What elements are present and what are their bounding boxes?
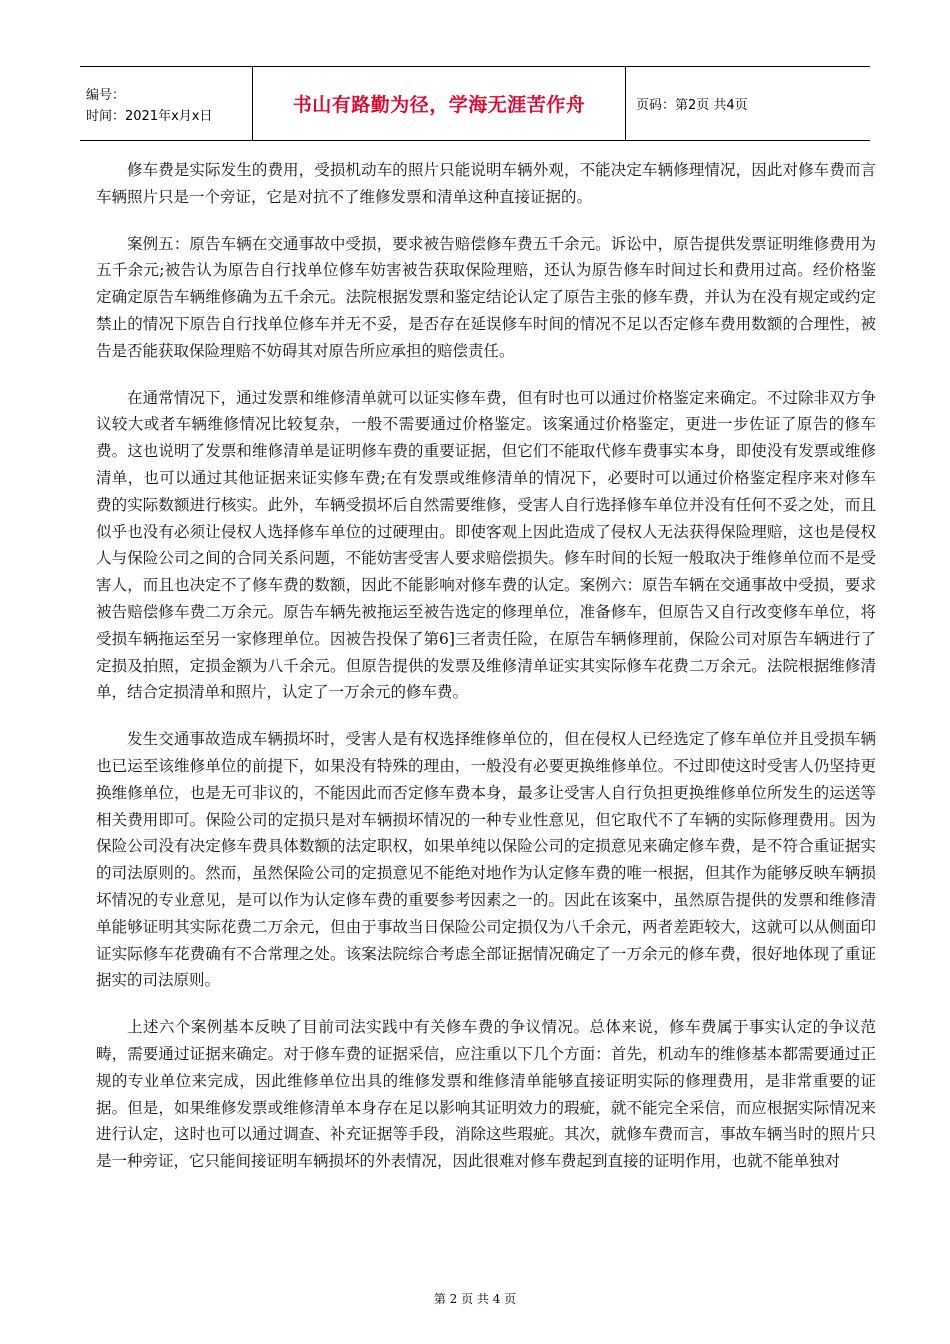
document-date: 时间：2021年x月x日 bbox=[86, 108, 213, 124]
paragraph-2: 案例五：原告车辆在交通事故中受损，要求被告赔偿修车费五千余元。诉讼中，原告提供发票证明维修费用为五千余元;被告认为原告自行找单位修车妨害被告获取保险理赔，还认为原告修车时间过长和费用过高。经价格鉴定确定原告车辆维修确为五千余元。法院根据发票和鉴定结论认定了原告主张的修车费，并认为在没有规定或约定禁止的情况下原告自行找单位修车并无不妥，是否存在延误修车时间的情况不足以否定修车费用数额的合理性，被告是否能获取保险理赔不妨碍其对原告所应承担的赔偿责任。 bbox=[96, 234, 876, 360]
header-meta bbox=[80, 67, 253, 140]
paragraph-1: 修车费是实际发生的费用，受损机动车的照片只能说明车辆外观，不能决定车辆修理情况，因此对修车费而言车辆照片只是一个旁证，它是对抗不了维修发票和清单这种直接证据的。 bbox=[96, 161, 876, 206]
paragraph-4: 发生交通事故造成车辆损坏时，受害人是有权选择维修单位的，但在侵权人已经选定了修车单位并且受损车辆也已运至该维修单位的前提下，如果没有特殊的理由，一般没有必要更换维修单位。不过即使这时受害人仍坚持更换维修单位，也是无可非议的，不能因此而否定修车费本身，最多让受害人自行负担更换维修单位所发生的运送等相关费用即可。保险公司的定损只是对车辆损坏情况的一种专业性意见，但它取代不了车辆的实际修理费用。因为保险公司没有决定修车费具体数额的法定职权，如果单纯以保险公司的定损意见来确定修车费，是不符合重证据实的司法原则的。然而，虽然保险公司的定损意见不能绝对地作为认定修车费的唯一根据，但其作为能够反映车辆损坏情况的专业意见，是可以作为认定修车费的重要参考因素之一的。因此在该案中，虽然原告提供的发票和维修清单能够证明其实际花费二万余元，但由于事故当日保险公司定损仅为八千余元，两者差距较大，这就可以从侧面印证实际修车花费确有不合常理之处。该案法院综合考虑全部证据情况确定了一万余元的修车费，很好地体现了重证据实的司法原则。 bbox=[96, 730, 876, 990]
paragraph-5: 上述六个案例基本反映了目前司法实践中有关修车费的争议情况。总体来说，修车费属于事实认定的争议范畴，需要通过证据来确定。对于修车费的证据采信，应注重以下几个方面：首先，机动车的维修基本都需要通过正规的专业单位来完成，因此维修单位出具的维修发票和维修清单能够直接证明实际的修理费用，是非常重要的证据。但是，如果维修发票或维修清单本身存在足以影响其证明效力的瑕疵，就不能完全采信，而应根据实际情况来进行认定，这时也可以通过调查、补充证据等手段，消除这些瑕疵。其次，就修车费而言，事故车辆当时的照片只是一种旁证，它只能间接证明车辆损坏的外表情况，因此很难对修车费起到直接的证明作用，也就不能单独对 bbox=[96, 1018, 876, 1171]
document-number: 编号： bbox=[86, 87, 126, 103]
document-body bbox=[96, 157, 876, 1195]
page-header bbox=[80, 66, 870, 141]
paragraph-3: 在通常情况下，通过发票和维修清单就可以证实修车费，但有时也可以通过价格鉴定来确定。不过除非双方争议较大或者车辆维修情况比较复杂，一般不需要通过价格鉴定。该案通过价格鉴定，更进一步佐证了原告的修车费。这也说明了发票和维修清单是证明修车费的重要证据，但它们不能取代修车费事实本身，即使没有发票或维修清单，也可以通过其他证据来证实修车费;在有发票或维修清单的情况下，必要时可以通过价格鉴定程序来对修车费的实际数额进行核实。此外，车辆受损坏后自然需要维修，受害人自行选择修车单位并没有任何不妥之处，而且似乎也没有必须让侵权人选择修车单位的过硬理由。即使客观上因此造成了侵权人无法获得保险理赔，这也是侵权人与保险公司之间的合同关系问题，不能妨害受害人要求赔偿损失。修车时间的长短一般取决于维修单位而不是受害人，而且也决定不了修车费的数额，因此不能影响对修车费的认定。案例六：原告车辆在交通事故中受损，要求被告赔偿修车费二万余元。原告车辆先被拖运至被告选定的修理单位，准备修车，但原告又自行改变修车单位，将受损车辆拖运至另一家修理单位。因被告投保了第6]三者责任险，在原告车辆修理前，保险公司对原告车辆进行了定损及拍照，定损金额为八千余元。但原告提供的发票及维修清单证实其实际修车花费二万余元。法院根据维修清单，结合定损清单和照片，认定了一万余元的修车费。 bbox=[96, 388, 876, 702]
header-page-number: 页码：第2页 共4页 bbox=[636, 98, 748, 113]
header-motto: 书山有路勤为径，学海无涯苦作舟 bbox=[253, 67, 626, 140]
page-footer: 第 2 页 共 4 页 bbox=[433, 1292, 517, 1306]
